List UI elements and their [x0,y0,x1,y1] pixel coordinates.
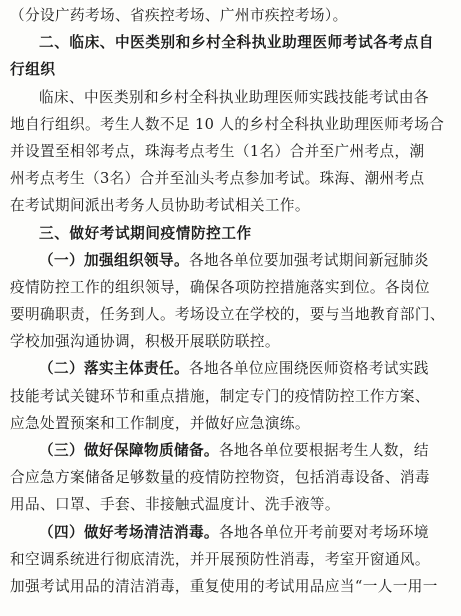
item-1-line: 要明确职责，任务到人。考场设立在学校的，要与当地教育部门、 [10,306,445,324]
item-1-first-rest: 各地各单位要加强考试期间新冠肺炎 [188,251,429,269]
section-2-paragraph-line: 临床、中医类别和乡村全科执业助理医师实践技能考试由各 [39,88,429,106]
item-4-line: 加强考试用品的清洁消毒，重复使用的考试用品应当“一人一用一 [10,577,438,595]
item-2-line: 应急处置预案和工作制度，并做好应急演练。 [10,414,310,432]
section-2-paragraph-line: 地自行组织。考生人数不足 10 人的乡村全科执业助理医师考场合 [10,115,445,133]
item-4-first-rest: 各地各单位开考前要对考场环境 [218,523,429,541]
section-2-heading-line-2: 行组织 [10,61,56,79]
item-2-first-line [10,355,455,382]
intro-line: （分设广药考场、省疾控考场、广州市疾控考场）。 [10,7,348,24]
section-2-paragraph-line: 并设置至相邻考点，珠海考点考生（1名）合并至广州考点，潮 [10,142,425,160]
item-2-first-rest: 各地各单位应围绕医师资格考试实践 [188,360,429,378]
item-3-first-line [10,437,455,464]
item-1-lead: （一）加强组织领导。 [39,251,189,269]
item-2-lead: （二）落实主体责任。 [39,360,189,378]
item-4-line: 和空调系统进行彻底清洗，并开展预防性消毒，考室开窗通风。 [10,550,430,568]
section-2-heading-line-1: 二、临床、中医类别和乡村全科执业助理医师考试各考点自 [39,34,435,52]
item-1-line: 疫情防控工作的组织领导，确保各项防控措施落实到位。各岗位 [10,278,430,296]
section-3-heading: 三、做好考试期间疫情防控工作 [39,224,252,242]
section-2-paragraph-line: 州考点考生（3名）合并至汕头考点参加考试。珠海、潮州考点 [10,170,425,188]
item-1-first-line [10,247,455,274]
item-3-line: 用品、口罩、手套、非接触式温度计、洗手液等。 [10,496,340,514]
item-4-lead: （四）做好考场清洁消毒。 [39,523,219,541]
item-4-first-line [10,519,455,546]
item-3-lead: （三）做好保障物质储备。 [39,442,219,459]
section-2-paragraph-line: 在考试期间派出考务人员协助考试相关工作。 [10,197,310,215]
item-3-first-rest: 各地各单位要根据考生人数，结 [218,442,429,459]
item-2-line: 技能考试关键环节和重点措施，制定专门的疫情防控工作方案、 [10,387,430,405]
item-1-line: 学校加强沟通协调，积极开展联防联控。 [10,333,280,351]
item-3-line: 合应急方案储备足够数量的疫情防控物资，包括消毒设备、消毒 [10,469,430,487]
